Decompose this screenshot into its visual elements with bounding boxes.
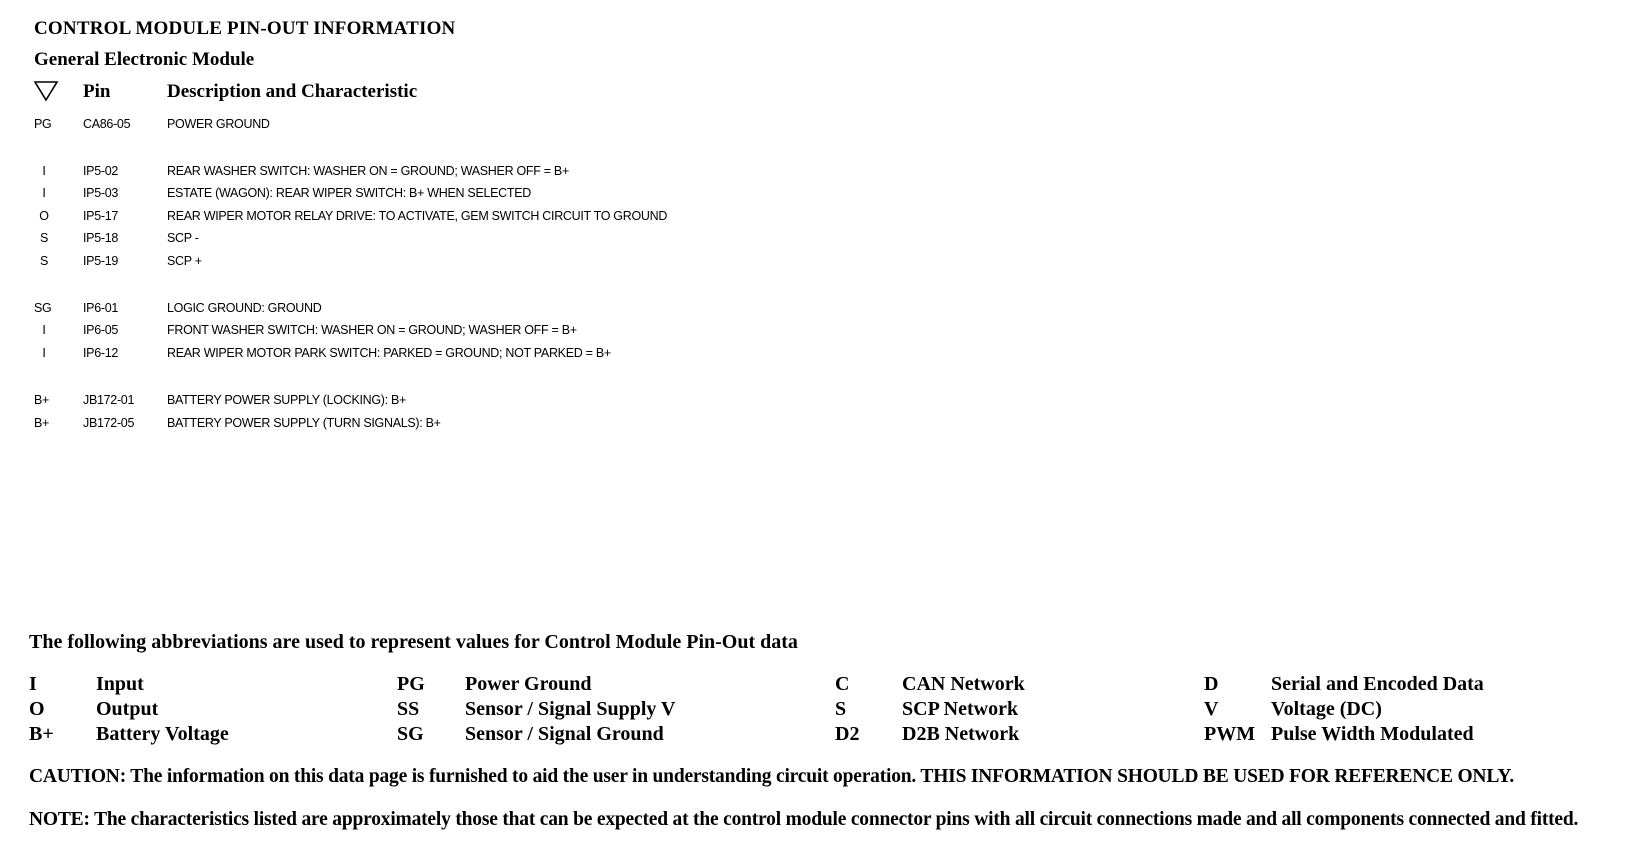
abbr-meaning: Pulse Width Modulated <box>1271 723 1474 745</box>
pin-description: SCP + <box>167 254 202 268</box>
pin-type: I <box>42 186 46 200</box>
pin-id: JB172-05 <box>83 416 135 430</box>
pin-id: IP5-18 <box>83 231 119 245</box>
abbreviations-heading: The following abbreviations are used to represent values for Control Module Pin-Out data <box>29 631 798 653</box>
pin-type: B+ <box>34 416 50 430</box>
pin-id: IP6-12 <box>83 346 119 360</box>
abbr-meaning: Output <box>96 698 159 720</box>
pin-id: JB172-01 <box>83 393 135 407</box>
pin-type: PG <box>34 117 52 131</box>
abbr-meaning: CAN Network <box>902 673 1025 695</box>
abbr-code: I <box>29 673 37 695</box>
pin-type: I <box>42 323 46 337</box>
pin-type: B+ <box>34 393 50 407</box>
abbr-code: C <box>835 673 850 695</box>
pin-description: REAR WIPER MOTOR RELAY DRIVE: TO ACTIVATE, GEM SWITCH CIRCUIT TO GROUND <box>167 209 668 223</box>
pin-type: I <box>42 346 46 360</box>
abbr-meaning: Sensor / Signal Supply V <box>465 698 676 720</box>
pin-description: REAR WIPER MOTOR PARK SWITCH: PARKED = GROUND; NOT PARKED = B+ <box>167 346 611 360</box>
abbr-code: D2 <box>835 723 860 745</box>
abbr-code: SG <box>397 723 424 745</box>
abbr-code: PG <box>397 673 425 695</box>
column-header-description: Description and Characteristic <box>167 81 418 102</box>
abbr-meaning: Power Ground <box>465 673 592 695</box>
abbr-meaning: SCP Network <box>902 698 1019 720</box>
pin-id: IP5-02 <box>83 164 119 178</box>
pin-description: BATTERY POWER SUPPLY (LOCKING): B+ <box>167 393 407 407</box>
abbr-code: SS <box>397 698 420 720</box>
pin-type: O <box>39 209 49 223</box>
pin-id: IP6-01 <box>83 301 119 315</box>
pin-description: BATTERY POWER SUPPLY (TURN SIGNALS): B+ <box>167 416 441 430</box>
pin-description: REAR WASHER SWITCH: WASHER ON = GROUND; WASHER OFF = B+ <box>167 164 569 178</box>
abbr-meaning: D2B Network <box>902 723 1020 745</box>
abbr-code: D <box>1204 673 1219 695</box>
pin-description: ESTATE (WAGON): REAR WIPER SWITCH: B+ WHEN SELECTED <box>167 186 532 200</box>
pin-description: SCP - <box>167 231 199 245</box>
page-title: CONTROL MODULE PIN-OUT INFORMATION <box>34 18 456 39</box>
pin-description: POWER GROUND <box>167 117 270 131</box>
abbr-meaning: Sensor / Signal Ground <box>465 723 664 745</box>
type-triangle-icon <box>33 79 59 103</box>
pin-type: I <box>42 164 46 178</box>
pin-type: S <box>39 254 49 268</box>
pin-id: IP5-17 <box>83 209 119 223</box>
abbr-code: S <box>835 698 847 720</box>
pin-id: CA86-05 <box>83 117 131 131</box>
abbr-code: B+ <box>29 723 54 745</box>
pin-description: LOGIC GROUND: GROUND <box>167 301 322 315</box>
module-name: General Electronic Module <box>34 49 255 70</box>
column-header-pin: Pin <box>83 81 111 102</box>
pin-id: IP5-19 <box>83 254 119 268</box>
pin-type: S <box>39 231 49 245</box>
abbr-code: PWM <box>1204 723 1256 745</box>
pin-type: SG <box>34 301 52 315</box>
caution-text: CAUTION: The information on this data page is furnished to aid the user in understanding circuit operation. THIS INFORMATION SHOULD BE USED FOR REFERENCE ONLY. <box>29 766 1515 787</box>
pin-id: IP5-03 <box>83 186 119 200</box>
note-text: NOTE: The characteristics listed are approximately those that can be expected at the control module connector pins with all circuit connections made and all components connected and fitted. <box>29 809 1579 830</box>
abbr-code: V <box>1204 698 1219 720</box>
pin-description: FRONT WASHER SWITCH: WASHER ON = GROUND; WASHER OFF = B+ <box>167 323 577 337</box>
abbr-meaning: Input <box>96 673 144 695</box>
abbr-meaning: Serial and Encoded Data <box>1271 673 1484 695</box>
abbr-meaning: Voltage (DC) <box>1271 698 1382 720</box>
pin-id: IP6-05 <box>83 323 119 337</box>
abbr-meaning: Battery Voltage <box>96 723 229 745</box>
abbr-code: O <box>29 698 45 720</box>
